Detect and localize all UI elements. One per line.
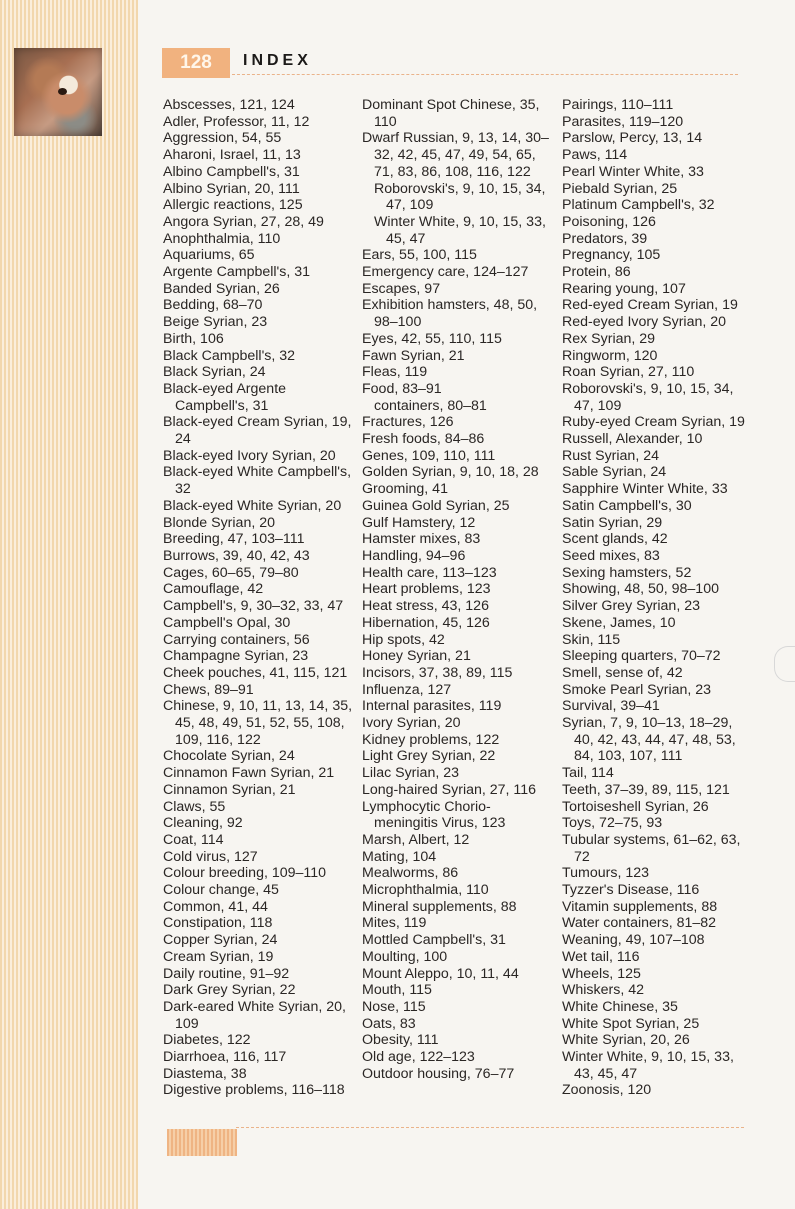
hamster-photo	[14, 48, 102, 136]
index-entry: Mottled Campbell's, 31	[362, 932, 506, 949]
index-entry: Cream Syrian, 19	[163, 948, 274, 965]
index-entry: Black Campbell's, 32	[163, 347, 296, 364]
index-entry: Aggression, 54, 55	[163, 130, 282, 147]
index-entry: Colour change, 45	[163, 882, 279, 899]
index-entry: Syrian, 7, 9, 10–13, 18–29, 40, 42, 43, 44, 47, 48, 53, 84, 103, 107, 111	[562, 715, 736, 765]
index-entry: White Spot Syrian, 25	[562, 1015, 700, 1032]
index-entry: Winter White, 9, 10, 15, 33, 43, 45, 47	[562, 1049, 734, 1082]
index-entry: Rearing young, 107	[562, 280, 686, 297]
footer-accent-block	[167, 1129, 237, 1156]
index-entry: Zoonosis, 120	[562, 1082, 652, 1099]
index-entry: Colour breeding, 109–110	[163, 865, 327, 882]
index-entry: Escapes, 97	[362, 280, 441, 297]
index-entry: Food, 83–91	[362, 380, 442, 397]
index-entry: Whiskers, 42	[562, 982, 644, 999]
index-entry: Black-eyed White Campbell's, 32	[163, 464, 352, 498]
index-entry: Showing, 48, 50, 98–100	[562, 581, 719, 598]
section-title: INDEX	[243, 52, 312, 69]
index-entry: Obesity, 111	[362, 1032, 439, 1049]
index-entry: Diabetes, 122	[163, 1032, 251, 1049]
index-entry: Silver Grey Syrian, 23	[562, 598, 700, 615]
index-entry: Diarrhoea, 116, 117	[163, 1049, 287, 1066]
index-entry: Honey Syrian, 21	[362, 648, 471, 665]
index-entry: Mouth, 115	[362, 982, 432, 999]
index-entry: Old age, 122–123	[362, 1049, 475, 1066]
index-entry: Vitamin supplements, 88	[562, 898, 718, 915]
index-entry: Mineral supplements, 88	[362, 898, 517, 915]
index-entry: Anophthalmia, 110	[163, 230, 281, 247]
index-entry: Albino Syrian, 20, 111	[163, 180, 300, 197]
index-entry: Burrows, 39, 40, 42, 43	[163, 547, 310, 564]
index-entry: Cages, 60–65, 79–80	[163, 564, 299, 581]
index-entry: Smoke Pearl Syrian, 23	[562, 681, 712, 698]
index-entry: Skene, James, 10	[562, 614, 676, 631]
index-entry: Mating, 104	[362, 848, 437, 865]
index-entry: Roan Syrian, 27, 110	[562, 364, 695, 381]
index-entry: Paws, 114	[562, 147, 628, 164]
index-entry: Parasites, 119–120	[562, 113, 684, 130]
index-entry: Blonde Syrian, 20	[163, 514, 275, 531]
index-entry: Black-eyed Cream Syrian, 19, 24	[163, 414, 352, 448]
index-entry: Campbell's, 9, 30–32, 33, 47	[163, 598, 344, 615]
index-entry: Ringworm, 120	[562, 347, 658, 364]
index-entry: Tail, 114	[562, 765, 614, 782]
index-entry: Cinnamon Fawn Syrian, 21	[163, 765, 335, 782]
index-entry: Emergency care, 124–127	[362, 264, 529, 281]
index-entry: Parslow, Percy, 13, 14	[562, 130, 703, 147]
index-entry: Heat stress, 43, 126	[362, 598, 489, 615]
index-entry: Dominant Spot Chinese, 35, 110	[362, 97, 540, 130]
index-entry: Satin Campbell's, 30	[562, 497, 692, 514]
index-entry: Sapphire Winter White, 33	[562, 481, 728, 498]
index-entry: Tyzzer's Disease, 116	[562, 882, 700, 899]
index-entry: Allergic reactions, 125	[163, 197, 303, 214]
index-entry: Banded Syrian, 26	[163, 280, 280, 297]
index-entry: Carrying containers, 56	[163, 631, 310, 648]
index-entry: Grooming, 41	[362, 481, 448, 498]
index-column-2	[362, 97, 554, 1082]
index-entry: Dark-eared White Syrian, 20, 109	[163, 998, 346, 1032]
index-entry: Mites, 119	[362, 915, 427, 932]
index-entry: Incisors, 37, 38, 89, 115	[362, 664, 513, 681]
index-entry: Mealworms, 86	[362, 865, 459, 882]
index-entry: Survival, 39–41	[562, 698, 660, 715]
index-entry: Genes, 109, 110, 111	[362, 447, 496, 464]
index-entry: Seed mixes, 83	[562, 547, 660, 564]
index-entry: Abscesses, 121, 124	[163, 97, 295, 113]
index-entry: Teeth, 37–39, 89, 115, 121	[562, 781, 730, 798]
index-entry: Piebald Syrian, 25	[562, 180, 678, 197]
index-entry: Rust Syrian, 24	[562, 447, 659, 464]
index-entry: Angora Syrian, 27, 28, 49	[163, 213, 324, 230]
index-entry: Scent glands, 42	[562, 531, 668, 548]
index-entry: Mount Aleppo, 10, 11, 44	[362, 965, 519, 982]
index-entry: Beige Syrian, 23	[163, 314, 268, 331]
index-subentry: Winter White, 9, 10, 15, 33, 45, 47	[374, 213, 546, 247]
index-entry: Heart problems, 123	[362, 581, 491, 598]
index-entry: Hip spots, 42	[362, 631, 445, 648]
index-entry: Fawn Syrian, 21	[362, 347, 465, 364]
index-entry: Chinese, 9, 10, 11, 13, 14, 35, 45, 48, 49, 51, 52, 55, 108, 109, 116, 122	[163, 698, 353, 748]
index-entry: Camouflage, 42	[163, 581, 264, 598]
index-entry: Ears, 55, 100, 115	[362, 247, 477, 264]
index-entry: Nose, 115	[362, 998, 426, 1015]
index-entry: Satin Syrian, 29	[562, 514, 663, 531]
index-entry: Lilac Syrian, 23	[362, 765, 459, 782]
index-entry: Light Grey Syrian, 22	[362, 748, 496, 765]
index-entry: Kidney problems, 122	[362, 731, 500, 748]
index-entry: Daily routine, 91–92	[163, 965, 290, 982]
index-entry: Long-haired Syrian, 27, 116	[362, 781, 537, 798]
index-entry: Smell, sense of, 42	[562, 664, 683, 681]
index-entry: Claws, 55	[163, 798, 226, 815]
index-entry: Water containers, 81–82	[562, 915, 717, 932]
index-entry: Dark Grey Syrian, 22	[163, 982, 296, 999]
index-entry: Poisoning, 126	[562, 213, 656, 230]
index-entry: White Syrian, 20, 26	[562, 1032, 690, 1049]
index-entry: Tubular systems, 61–62, 63, 72	[562, 831, 741, 865]
index-entry: Platinum Campbell's, 32	[562, 197, 715, 214]
index-entry: Fractures, 126	[362, 414, 454, 431]
index-entry: Digestive problems, 116–118	[163, 1082, 345, 1099]
index-subentry: Roborovski's, 9, 10, 15, 34, 47, 109	[374, 180, 546, 214]
index-entry: Golden Syrian, 9, 10, 18, 28	[362, 464, 539, 481]
index-entry: Sexing hamsters, 52	[562, 564, 692, 581]
index-entry: Red-eyed Ivory Syrian, 20	[562, 314, 727, 331]
index-entry: Skin, 115	[562, 631, 621, 648]
index-entry: Wet tail, 116	[562, 948, 640, 965]
index-entry: Copper Syrian, 24	[163, 932, 278, 949]
index-entry: Pearl Winter White, 33	[562, 163, 704, 180]
index-entry: Black Syrian, 24	[163, 364, 266, 381]
index-entry: Weaning, 49, 107–108	[562, 932, 705, 949]
index-entry: Toys, 72–75, 93	[562, 815, 663, 832]
page-number: 128	[162, 48, 230, 78]
index-entry: Aharoni, Israel, 11, 13	[163, 147, 301, 164]
index-entry: Birth, 106	[163, 330, 224, 347]
index-entry: Chocolate Syrian, 24	[163, 748, 295, 765]
index-entry: Oats, 83	[362, 1015, 416, 1032]
index-entry: Rex Syrian, 29	[562, 330, 656, 347]
bookmark-ribbon-loop	[774, 646, 795, 682]
index-entry: Black-eyed Argente Campbell's, 31	[163, 380, 287, 414]
index-entry: Pairings, 110–111	[562, 97, 674, 113]
index-entry: Fleas, 119	[362, 364, 428, 381]
index-entry: Cheek pouches, 41, 115, 121	[163, 664, 348, 681]
index-entry: Tumours, 123	[562, 865, 650, 882]
index-column-1	[163, 97, 353, 1099]
index-entry: Hamster mixes, 83	[362, 531, 481, 548]
index-entry: Breeding, 47, 103–111	[163, 531, 305, 548]
index-entry: Campbell's Opal, 30	[163, 614, 291, 631]
index-subentry: containers, 80–81	[374, 397, 487, 414]
index-entry: Exhibition hamsters, 48, 50, 98–100	[362, 297, 538, 331]
index-entry: Champagne Syrian, 23	[163, 648, 309, 665]
decorative-margin-stripe	[0, 0, 138, 1209]
index-entry: Ruby-eyed Cream Syrian, 19	[562, 414, 745, 431]
index-entry: Aquariums, 65	[163, 247, 255, 264]
index-entry: Roborovski's, 9, 10, 15, 34, 47, 109	[562, 380, 734, 414]
index-entry: Chews, 89–91	[163, 681, 254, 698]
header-rule	[232, 74, 738, 75]
index-entry: Black-eyed Ivory Syrian, 20	[163, 447, 336, 464]
index-entry: Cleaning, 92	[163, 815, 243, 832]
index-entry: Pregnancy, 105	[562, 247, 661, 264]
index-entry: Influenza, 127	[362, 681, 452, 698]
index-entry: Hibernation, 45, 126	[362, 614, 490, 631]
index-entry: Eyes, 42, 55, 110, 115	[362, 330, 502, 347]
index-entry: Constipation, 118	[163, 915, 273, 932]
index-entry: Tortoiseshell Syrian, 26	[562, 798, 709, 815]
index-entry: Red-eyed Cream Syrian, 19	[562, 297, 738, 314]
index-entry: Handling, 94–96	[362, 547, 466, 564]
index-entry: Cold virus, 127	[163, 848, 258, 865]
index-entry: Fresh foods, 84–86	[362, 431, 485, 448]
index-entry: Health care, 113–123	[362, 564, 497, 581]
index-entry: Russell, Alexander, 10	[562, 431, 703, 448]
footer-rule	[236, 1127, 744, 1128]
index-entry: Dwarf Russian, 9, 13, 14, 30–32, 42, 45, 47, 49, 54, 65, 71, 83, 86, 108, 116, 122	[362, 130, 549, 180]
index-entry: Albino Campbell's, 31	[163, 163, 300, 180]
index-entry: White Chinese, 35	[562, 998, 678, 1015]
index-entry: Diastema, 38	[163, 1065, 247, 1082]
index-entry: Lymphocytic Chorio- meningitis Virus, 123	[362, 798, 506, 832]
index-entry: Bedding, 68–70	[163, 297, 263, 314]
hamster-eye	[58, 88, 67, 95]
index-entry: Microphthalmia, 110	[362, 882, 489, 899]
index-entry: Internal parasites, 119	[362, 698, 502, 715]
index-column-3	[562, 97, 748, 1099]
index-entry: Protein, 86	[562, 264, 631, 281]
index-entry: Common, 41, 44	[163, 898, 268, 915]
index-entry: Cinnamon Syrian, 21	[163, 781, 296, 798]
index-entry: Black-eyed White Syrian, 20	[163, 497, 342, 514]
index-entry: Predators, 39	[562, 230, 648, 247]
index-entry: Marsh, Albert, 12	[362, 831, 470, 848]
index-entry: Coat, 114	[163, 831, 224, 848]
index-entry: Moulting, 100	[362, 948, 448, 965]
index-entry: Outdoor housing, 76–77	[362, 1065, 515, 1082]
index-entry: Ivory Syrian, 20	[362, 715, 461, 732]
index-entry: Argente Campbell's, 31	[163, 264, 311, 281]
index-entry: Adler, Professor, 11, 12	[163, 113, 310, 130]
index-entry: Gulf Hamstery, 12	[362, 514, 476, 531]
index-entry: Sable Syrian, 24	[562, 464, 667, 481]
index-entry: Wheels, 125	[562, 965, 641, 982]
index-entry: Sleeping quarters, 70–72	[562, 648, 721, 665]
index-entry: Guinea Gold Syrian, 25	[362, 497, 510, 514]
